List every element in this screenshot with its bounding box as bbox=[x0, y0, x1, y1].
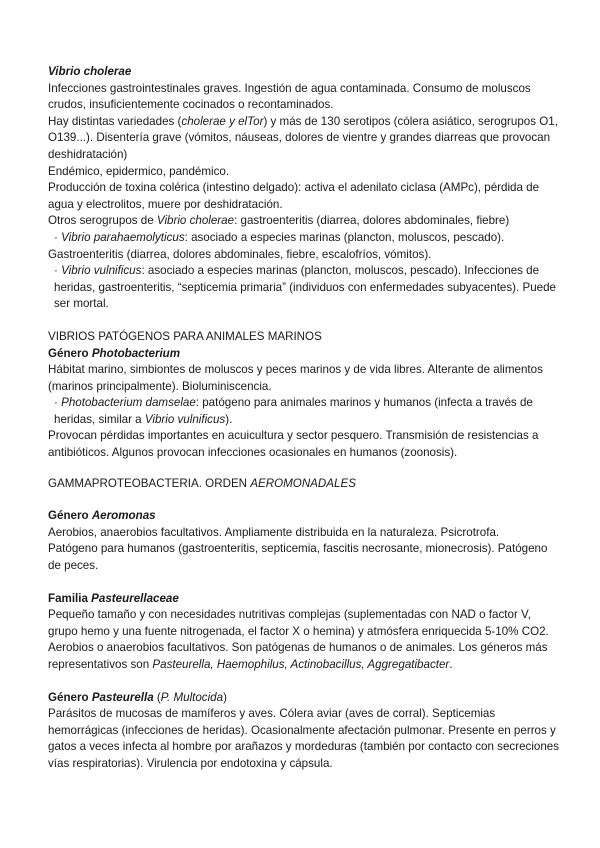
paragraph: Endémico, epidermico, pandémico. bbox=[48, 164, 230, 178]
section-pasteurella bbox=[48, 690, 560, 773]
paragraph bbox=[48, 213, 560, 230]
italic-run: Vibrio cholerae bbox=[156, 214, 235, 228]
text-run: Hay distintas variedades ( bbox=[48, 114, 182, 128]
italic-run: Vibrio vulnificus bbox=[61, 264, 142, 278]
italic-run: Pasteurellaceae bbox=[91, 591, 179, 605]
section-pasteurellaceae bbox=[48, 591, 560, 674]
section-title bbox=[48, 346, 560, 363]
italic-run: cholerae y elTor bbox=[181, 114, 264, 128]
text-run: Género bbox=[48, 509, 92, 523]
text-run: Género bbox=[48, 346, 92, 360]
bullet-mark: · bbox=[54, 396, 62, 410]
paragraph: Producción de toxina colérica (intestino delgado): activa el adenilato ciclasa (AMPc), pérdida de agua y electrolitos, muere por deshidratación. bbox=[48, 181, 540, 211]
title-italic: Vibrio cholerae bbox=[48, 65, 132, 78]
text-run: Género bbox=[48, 690, 92, 704]
text-run: ) bbox=[223, 690, 227, 704]
section-gammaproteobacteria bbox=[48, 476, 560, 493]
italic-run: Photobacterium damselae bbox=[61, 396, 196, 410]
paragraph: Provocan pérdidas importantes en acuicultura y sector pesquero. Transmisión de resistencias a antibióticos. Algunos provocan infecciones ocasionales en humanos (zoonosis). bbox=[48, 429, 539, 460]
section-title bbox=[48, 690, 560, 707]
section-title bbox=[48, 64, 560, 81]
section-vibrios-marinos bbox=[48, 329, 560, 462]
bullet-mark: · bbox=[54, 264, 62, 278]
section-title bbox=[48, 508, 560, 525]
section-aeromonas bbox=[48, 508, 560, 574]
text-run: Otros serogrupos de bbox=[48, 214, 157, 228]
italic-run: Pasteurella bbox=[91, 690, 154, 704]
section-heading bbox=[48, 476, 560, 493]
bullet-paragraph bbox=[48, 263, 560, 313]
section-title bbox=[48, 591, 560, 608]
text-run: : asociado a especies marinas (plancton, moluscos, pescado). bbox=[184, 230, 505, 244]
text-run: GAMMAPROTEOBACTERIA. ORDEN bbox=[48, 476, 251, 490]
text-run: : gastroenteritis (diarrea, dolores abdominales, fiebre) bbox=[234, 214, 510, 228]
paragraph: Gastroenteritis (diarrea, dolores abdominales, fiebre, escalofríos, vómitos). bbox=[48, 247, 432, 261]
italic-run: Aeromonas bbox=[91, 509, 156, 523]
paragraph: Patógeno para humanos (gastroenteritis, septicemia, fascitis necrosante, mionecrosis). Patógeno de peces. bbox=[48, 542, 548, 573]
text-run: : asociado a especies marinas (plancton, moluscos, pescado). Infecciones de heridas, gastroenteritis, “septicemia primaria” (individuos con enfermedades subyacentes). Puede ser mortal. bbox=[54, 264, 557, 311]
text-run: : patógeno para animales marinos y humanos (infecta a través de heridas, similar a bbox=[54, 396, 533, 426]
italic-run: Vibrio parahaemolyticus bbox=[61, 230, 185, 244]
italic-run: Pasteurella, Haemophilus, Actinobacillus, Aggregatibacter bbox=[152, 658, 450, 671]
paragraph: Aerobios, anaerobios facultativos. Ampliamente distribuida en la naturaleza. Psicrotrofa. bbox=[48, 525, 500, 539]
text-run: . bbox=[449, 658, 453, 671]
italic-run: AEROMONADALES bbox=[250, 476, 356, 490]
paragraph bbox=[48, 607, 560, 673]
italic-run: Vibrio vulnificus bbox=[144, 412, 226, 426]
paragraph: Infecciones gastrointestinales graves. Ingestión de agua contaminada. Consumo de moluscos crudos, insuficientemente cocinados o recontaminados. bbox=[48, 81, 531, 112]
text-run: Familia bbox=[48, 591, 92, 605]
bullet-paragraph bbox=[48, 230, 560, 247]
bullet-paragraph bbox=[48, 395, 560, 428]
text-run: ) y más de 130 serotipos (cólera asiático, serogrupos O1, O139...). Disentería grave (vómitos, náuseas, dolores de vientre y grandes diarreas que provocan deshidratación) bbox=[48, 114, 558, 161]
paragraph: Hábitat marino, simbiontes de moluscos y peces marinos y de vida libres. Alterante de alimentos (marinos principalmente). Bioluminiscencia. bbox=[48, 363, 543, 393]
text-run: ( bbox=[153, 690, 161, 704]
italic-run: P. Multocida bbox=[160, 690, 224, 704]
paragraph bbox=[48, 114, 560, 164]
section-heading: VIBRIOS PATÓGENOS PARA ANIMALES MARINOS bbox=[48, 329, 322, 343]
bullet-mark: · bbox=[54, 230, 62, 244]
paragraph: Parásitos de mucosas de mamíferos y aves. Cólera aviar (aves de corral). Septicemias hemorrágicas (infecciones de heridas). Ocasionalmente afectación pulmonar. Presente en perros y gatos a veces infecta al hombre por arañazos y mordeduras (también por contacto con secreciones vías respiratorias). Virulencia por endotoxina y cápsula. bbox=[48, 707, 560, 770]
text-run: ). bbox=[225, 412, 233, 426]
italic-run: Photobacterium bbox=[91, 346, 181, 360]
section-vibrio-cholerae bbox=[48, 64, 560, 313]
text-run: Pequeño tamaño y con necesidades nutritivas complejas (suplementadas con NAD o factor V, grupo hemo y una fuente nitrogenada, el factor X o hemina) y atmósfera enriquecida 5-10% CO2. Aerobios o anaerobios facultativos. Son patógenas de humanos o de animales. Los géneros más representativos son bbox=[48, 608, 549, 671]
